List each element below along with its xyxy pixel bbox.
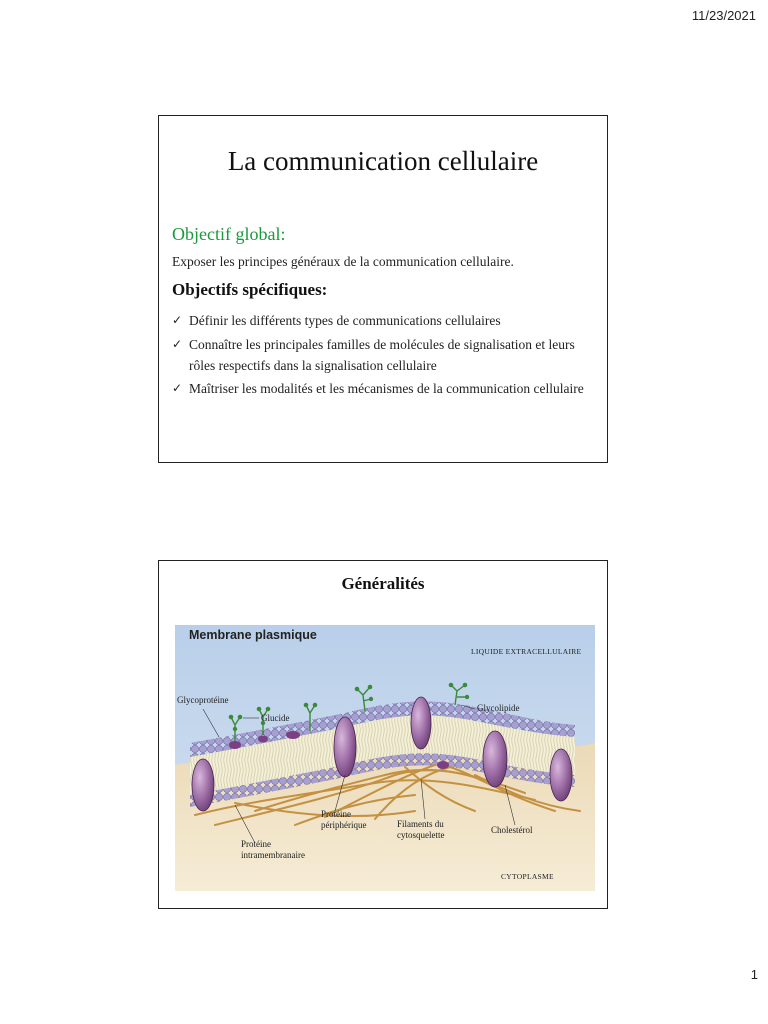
label-intramembrane-protein: Protéine intramembranaire bbox=[241, 839, 305, 860]
page-number: 1 bbox=[750, 967, 758, 982]
slide-1 bbox=[158, 115, 608, 463]
objectifs-specifiques-heading: Objectifs spécifiques: bbox=[172, 280, 328, 299]
membrane-illustration bbox=[175, 625, 595, 891]
objective-text: Maîtriser les modalités et les mécanismes de la communication cellulaire bbox=[189, 381, 584, 396]
objective-text: Connaître les principales familles de molécules de signalisation et leurs rôles respectifs dans la signalisation cellulaire bbox=[189, 336, 575, 373]
objective-text: Définir les différents types de communications cellulaires bbox=[189, 313, 501, 328]
objectif-global-heading: Objectif global: bbox=[172, 224, 286, 244]
objectif-global-text: Exposer les principes généraux de la communication cellulaire. bbox=[172, 254, 514, 269]
label-peripheral-protein: Protéine périphérique bbox=[321, 809, 367, 830]
figure-title: Membrane plasmique bbox=[189, 628, 317, 642]
label-cholesterol: Cholestérol bbox=[491, 825, 533, 835]
label-glycolipide: Glycolipide bbox=[477, 703, 520, 713]
plasma-membrane-figure bbox=[175, 625, 595, 891]
label-cytoplasm: CYTOPLASME bbox=[501, 872, 554, 881]
objectives-list bbox=[172, 310, 600, 402]
objective-item bbox=[172, 334, 600, 376]
slide-2-title: Généralités bbox=[341, 574, 425, 593]
checkmark-icon: ✓ bbox=[172, 336, 183, 351]
checkmark-icon: ✓ bbox=[172, 381, 183, 395]
header-date: 11/23/2021 bbox=[691, 8, 756, 23]
label-glycoprotein: Glycoprotéine bbox=[177, 695, 229, 705]
label-cytoskeleton: Filaments du cytosquelette bbox=[397, 819, 445, 840]
slide-1-title: La communication cellulaire bbox=[227, 146, 539, 176]
objective-item bbox=[172, 310, 600, 331]
label-glucide: Glucide bbox=[261, 713, 290, 723]
label-extracellular: LIQUIDE EXTRACELLULAIRE bbox=[471, 647, 582, 656]
slide-2 bbox=[158, 560, 608, 909]
objective-item bbox=[172, 378, 600, 399]
checkmark-icon: ✓ bbox=[172, 313, 183, 327]
